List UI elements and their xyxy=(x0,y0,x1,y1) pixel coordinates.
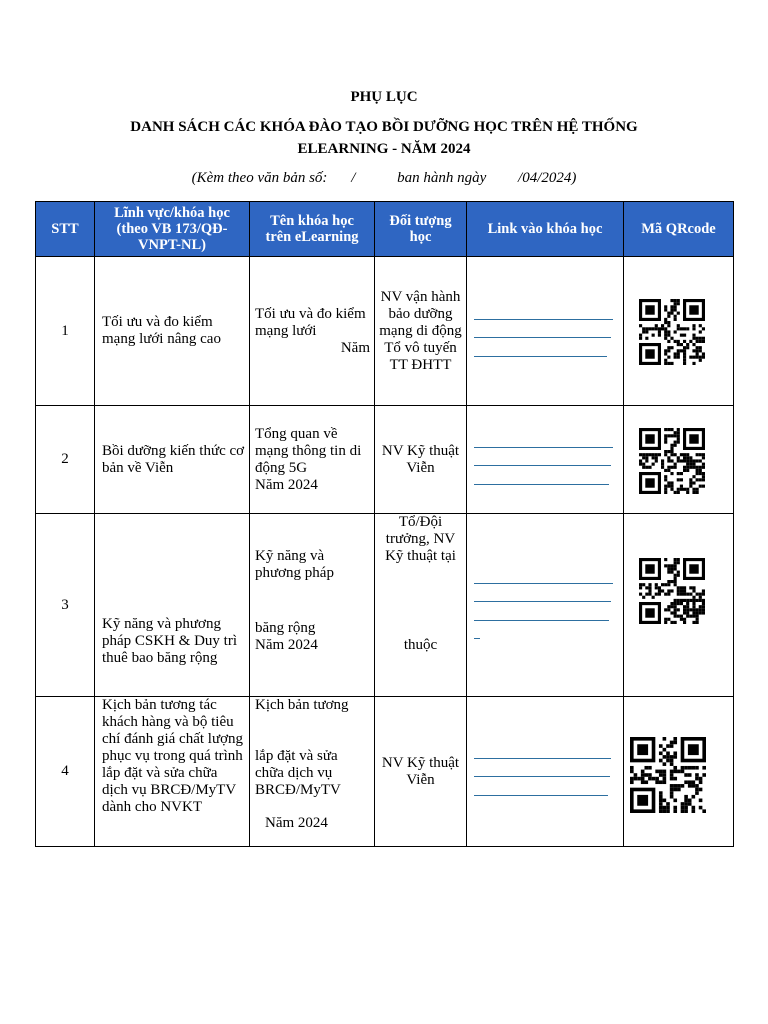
subtitle-slash: / xyxy=(351,170,356,186)
row-link[interactable] xyxy=(467,697,624,847)
link-underline[interactable] xyxy=(474,638,480,639)
row-field: Tối ưu và đo kiểm mạng lưới nâng cao xyxy=(95,257,250,406)
header-course: Tên khóa học trên eLearning xyxy=(250,202,375,257)
row-course xyxy=(250,257,375,406)
row-audience: NV Kỹ thuật Viễn xyxy=(375,406,467,514)
header-link: Link vào khóa học xyxy=(467,202,624,257)
link-underline[interactable] xyxy=(474,319,613,320)
row-stt: 2 xyxy=(36,406,95,514)
document-subtitle xyxy=(0,170,768,187)
course-name-cont: lắp đặt và sửa chữa dịch vụ BRCĐ/MyTV xyxy=(255,748,341,798)
course-name: Kịch bản tương xyxy=(255,697,349,713)
header-stt: STT xyxy=(36,202,95,257)
subtitle-ref: (Kèm theo văn bản số: xyxy=(191,170,328,186)
table-header-row xyxy=(36,202,734,257)
page-heading: PHỤ LỤC xyxy=(350,89,418,105)
link-underline[interactable] xyxy=(474,776,610,777)
table-row xyxy=(36,697,734,847)
audience-text: Tổ/Đội trưởng, NV Kỹ thuật tại xyxy=(385,514,456,564)
qr-code-icon[interactable] xyxy=(639,299,705,365)
header-field: Lĩnh vực/khóa học (theo VB 173/QĐ-VNPT-NL) xyxy=(95,202,250,257)
link-underline[interactable] xyxy=(474,583,613,584)
header-audience: Đối tượng học xyxy=(375,202,467,257)
row-course xyxy=(250,406,375,514)
course-name-cont: băng rộng xyxy=(255,620,316,636)
course-year: Năm 2024 xyxy=(255,637,318,653)
link-underline[interactable] xyxy=(474,337,611,338)
table-row xyxy=(36,406,734,514)
document-title-line2: ELEARNING - NĂM 2024 xyxy=(297,141,471,157)
document-title-line1: DANH SÁCH CÁC KHÓA ĐÀO TẠO BỒI DƯỠNG HỌC TRÊN HỆ THỐNG xyxy=(130,119,638,135)
link-underline[interactable] xyxy=(474,484,609,485)
qr-code-icon[interactable] xyxy=(639,428,705,494)
row-qr xyxy=(624,257,734,406)
course-table xyxy=(35,201,734,847)
subtitle-date: /04/2024) xyxy=(518,170,577,186)
row-audience: NV Kỹ thuật Viễn xyxy=(375,697,467,847)
row-stt: 1 xyxy=(36,257,95,406)
link-underline[interactable] xyxy=(474,620,609,621)
row-course xyxy=(250,514,375,697)
link-underline[interactable] xyxy=(474,465,611,466)
subtitle-issued: ban hành ngày xyxy=(397,170,487,186)
row-link[interactable] xyxy=(467,257,624,406)
row-field: Bồi dưỡng kiến thức cơ bản về Viễn xyxy=(95,406,250,514)
link-underline[interactable] xyxy=(474,601,611,602)
course-year: Năm xyxy=(340,339,370,356)
row-field: Kỹ năng và phương pháp CSKH & Duy trì thuê bao băng rộng xyxy=(95,514,250,697)
row-course xyxy=(250,697,375,847)
row-stt: 3 xyxy=(36,514,95,697)
row-link[interactable] xyxy=(467,406,624,514)
row-qr xyxy=(624,514,734,697)
link-underline[interactable] xyxy=(474,447,613,448)
row-field: Kịch bản tương tác khách hàng và bộ tiêu chí đánh giá chất lượng phục vụ trong quá trình lắp đặt và sửa chữa dịch vụ BRCĐ/MyTV dành cho NVKT xyxy=(95,697,250,847)
qr-code-icon[interactable] xyxy=(630,737,706,813)
row-audience xyxy=(375,514,467,697)
audience-text-cont: thuộc xyxy=(403,637,438,653)
course-name: Tối ưu và đo kiểm mạng lưới xyxy=(255,305,366,339)
link-underline[interactable] xyxy=(474,356,607,357)
course-year: Năm 2024 xyxy=(265,815,328,831)
link-underline[interactable] xyxy=(474,795,608,796)
row-qr xyxy=(624,697,734,847)
qr-code-icon[interactable] xyxy=(639,558,705,624)
table-row xyxy=(36,257,734,406)
row-qr xyxy=(624,406,734,514)
header-qr: Mã QRcode xyxy=(624,202,734,257)
course-name: Kỹ năng và phương pháp xyxy=(255,548,334,581)
course-name: Tổng quan về mạng thông tin di động 5G xyxy=(255,425,362,476)
row-audience: NV vận hành bảo dưỡng mạng di động Tổ vô tuyến TT ĐHTT xyxy=(375,257,467,406)
link-underline[interactable] xyxy=(474,758,611,759)
row-stt: 4 xyxy=(36,697,95,847)
table-row xyxy=(36,514,734,697)
row-link[interactable] xyxy=(467,514,624,697)
course-year: Năm 2024 xyxy=(255,476,318,493)
